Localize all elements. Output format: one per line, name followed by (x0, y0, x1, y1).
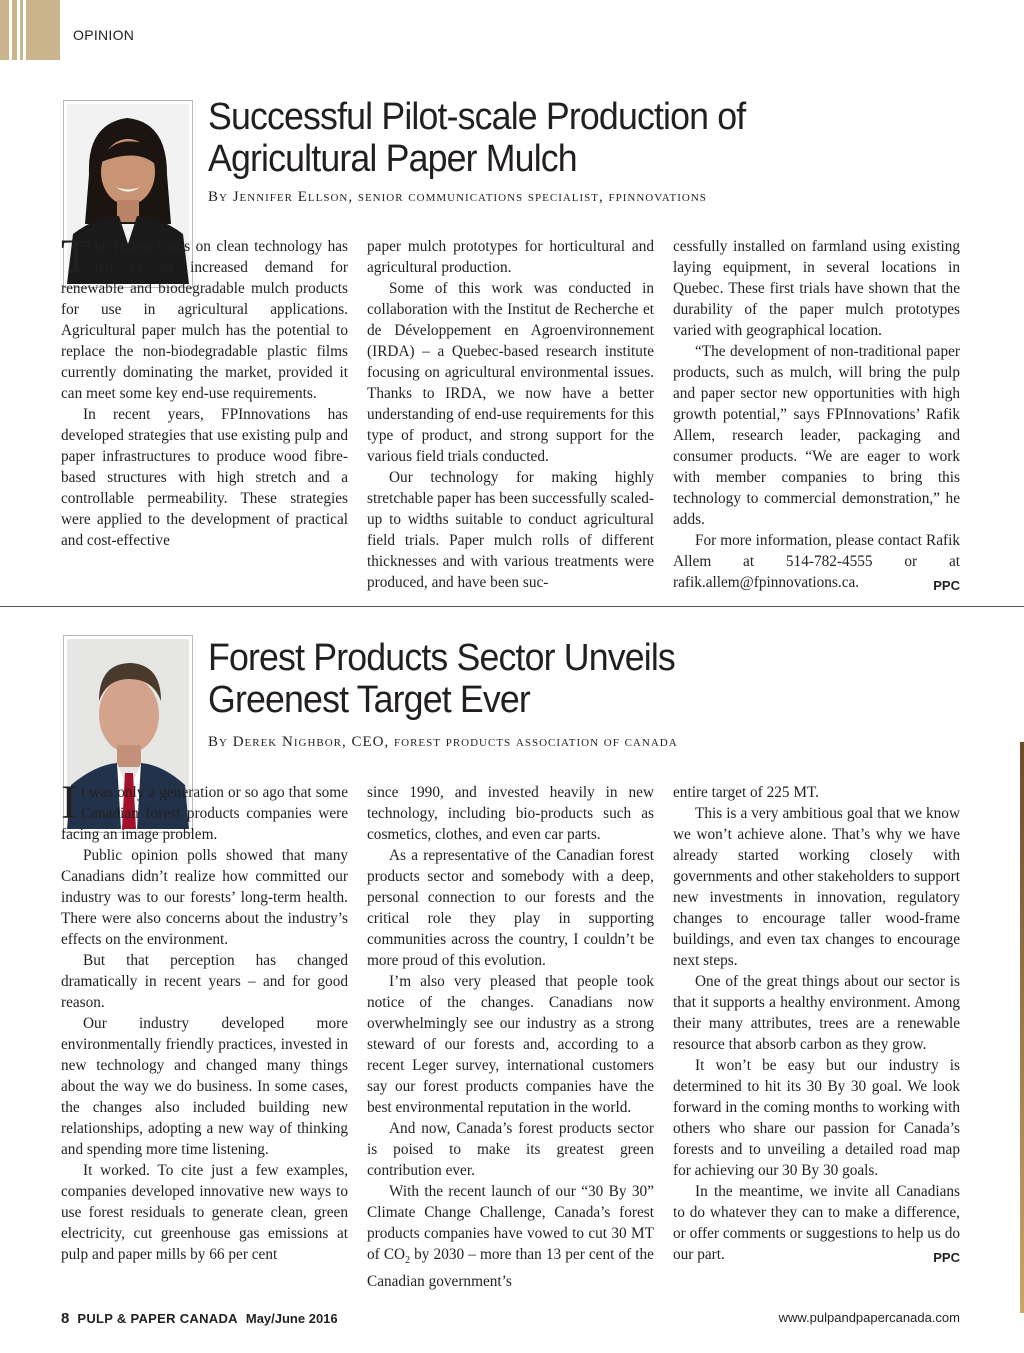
article-1-column-2 (367, 236, 654, 593)
article-2-paragraph: But that perception has changed dramatically in recent years – and for good reason. (61, 952, 348, 1011)
article-2-paragraph: It worked. To cite just a few examples, companies developed innovative new ways to use forest residuals to generate clean, green electricity, cut greenhouse gas emissions at pulp and paper mills by 66 per cent (61, 1162, 348, 1263)
article-2-paragraph: With the recent launch of our “30 By 30” Climate Change Challenge, Canada’s forest products companies have vowed to cut 30 MT of $CO_2$ by 2030 – more than 13 per cent of the Canadian government’s (367, 1183, 654, 1291)
drop-cap: I (61, 776, 77, 829)
article-1-headline: Successful Pilot-scale Production of Agricultural Paper Mulch (208, 96, 746, 180)
end-mark: PPC (933, 1250, 960, 1265)
drop-cap: T (61, 230, 91, 283)
magazine-name: PULP & PAPER CANADA (77, 1311, 238, 1326)
article-2-headline: Forest Products Sector Unveils Greenest Target Ever (208, 637, 675, 721)
article-2-paragraph: since 1990, and invested heavily in new technology, including bio-products such as cosmetics, clothes, and even car parts. (367, 784, 654, 843)
article-2-paragraph: And now, Canada’s forest products sector is poised to make its greatest green contribution ever. (367, 1120, 654, 1179)
article-1-byline: By Jennifer Ellson, senior communications specialist, fpinnovations (208, 189, 707, 205)
footer-left (61, 1310, 338, 1327)
article-2-column-3 (673, 782, 960, 1268)
article-2-paragraph: Our industry developed more environmentally friendly practices, invested in new technology and changed many things about the way we do business. In some cases, the changes also included building new relationships, adopting a new way of thinking and spending more time listening. (61, 1015, 348, 1158)
article-2-paragraph: This is a very ambitious goal that we know we won’t achieve alone. That’s why we have already started working closely with governments and other stakeholders to support new investments in innovation, regulatory changes to encourage taller wood-frame buildings, and even tax changes to encourage next steps. (673, 805, 960, 969)
section-label: OPINION (73, 27, 135, 43)
website-link[interactable]: www.pulpandpapercanada.com (778, 1310, 960, 1325)
issue-date: May/June 2016 (245, 1311, 338, 1326)
article-1-paragraph: In recent years, FPInnovations has developed strategies that use existing pulp and paper infrastructures to produce wood fibre-based structures with high stretch and a controllable permeability. These strategies were applied to the development of practical and cost-effective (61, 406, 348, 549)
article-2-paragraph: It was only a generation or so ago that some Canadian forest products companies were facing an image problem. (61, 776, 348, 843)
article-1-paragraph: Some of this work was conducted in collaboration with the Institut de Recherche et de Développement en Agroenvironnement (IRDA) – a Quebec-based research institute focusing on agricultural environmental issues. Thanks to IRDA, we now have a better understanding of end-use requirements for this type of product, and strong support for the various field trials conducted. (367, 280, 654, 465)
article-1-column-3 (673, 236, 960, 596)
page-edge-mark (1020, 742, 1024, 1313)
article-2-paragraph: entire target of 225 MT. (673, 784, 819, 801)
article-1-paragraph: cessfully installed on farmland using existing laying equipment, in several locations in Quebec. These first trials have shown that the durability of the paper mulch prototypes varied with geographical location. (673, 238, 960, 339)
article-2-paragraph: I’m also very pleased that people took notice of the changes. Canadians now overwhelmingly see our industry as a strong steward of our forests and, according to a recent Leger survey, international customers say our forest products companies have the best environmental reputation in the world. (367, 973, 654, 1116)
article-2-paragraph: In the meantime, we invite all Canadians to do whatever they can to make a difference, or offer comments or suggestions to help us do our part. PPC (673, 1181, 960, 1265)
article-1-paragraph: Our technology for making highly stretchable paper has been successfully scaled-up to widths suitable to conduct agricultural field trials. Paper mulch rolls of different thicknesses and with various treatments were produced, and have been suc- (367, 469, 654, 591)
article-2-paragraph: Public opinion polls showed that many Canadians didn’t realize how committed our industry was to our forests’ long-term health. There were also concerns about the industry’s effects on the environment. (61, 847, 348, 948)
article-1-column-1 (61, 230, 348, 551)
article-1-paragraph: paper mulch prototypes for horticultural and agricultural production. (367, 238, 654, 276)
article-1-paragraph: “The development of non-traditional paper products, such as mulch, will bring the pulp and paper sector new opportunities with high growth potential,” says FPInnovations’ Rafik Allem, research leader, packaging and consumer products. “We are eager to work with member companies to bring this technology to commercial demonstration,” he adds. (673, 343, 960, 528)
section-accent-bars (0, 0, 60, 60)
article-2-column-1 (61, 776, 348, 1265)
article-1-paragraph: For more information, please contact Rafik Allem at 514-782-4555 or at rafik.allem@fpinnovations.ca. PPC (673, 530, 960, 593)
page-number: 8 (61, 1310, 70, 1327)
article-2-paragraph: It won’t be easy but our industry is determined to hit its 30 By 30 goal. We look forward in the coming months to working with others who share our passion for Canada’s forests and to unveiling a detailed road map for achieving our 30 By 30 goals. (673, 1057, 960, 1179)
end-mark: PPC (933, 578, 960, 593)
article-1-paragraph: The recent focus on clean technology has led to an increased demand for renewable and biodegradable mulch products for use in agricultural applications. Agricultural paper mulch has the potential to replace the non-biodegradable plastic films currently dominating the market, provided it can meet some key end-use requirements. (61, 230, 348, 402)
article-2-paragraph: As a representative of the Canadian forest products sector and somebody with a deep, personal connection to our forests and the critical role they play in supporting communities across the country, I couldn’t be more proud of this evolution. (367, 847, 654, 969)
article-2-column-2 (367, 782, 654, 1292)
article-2-paragraph: One of the great things about our sector is that it supports a healthy environment. Among their many attributes, trees are a renewable resource that absorb carbon as they grow. (673, 973, 960, 1053)
article-divider (0, 606, 1024, 607)
article-2-byline: By Derek Nighbor, CEO, forest products association of canada (208, 734, 678, 750)
